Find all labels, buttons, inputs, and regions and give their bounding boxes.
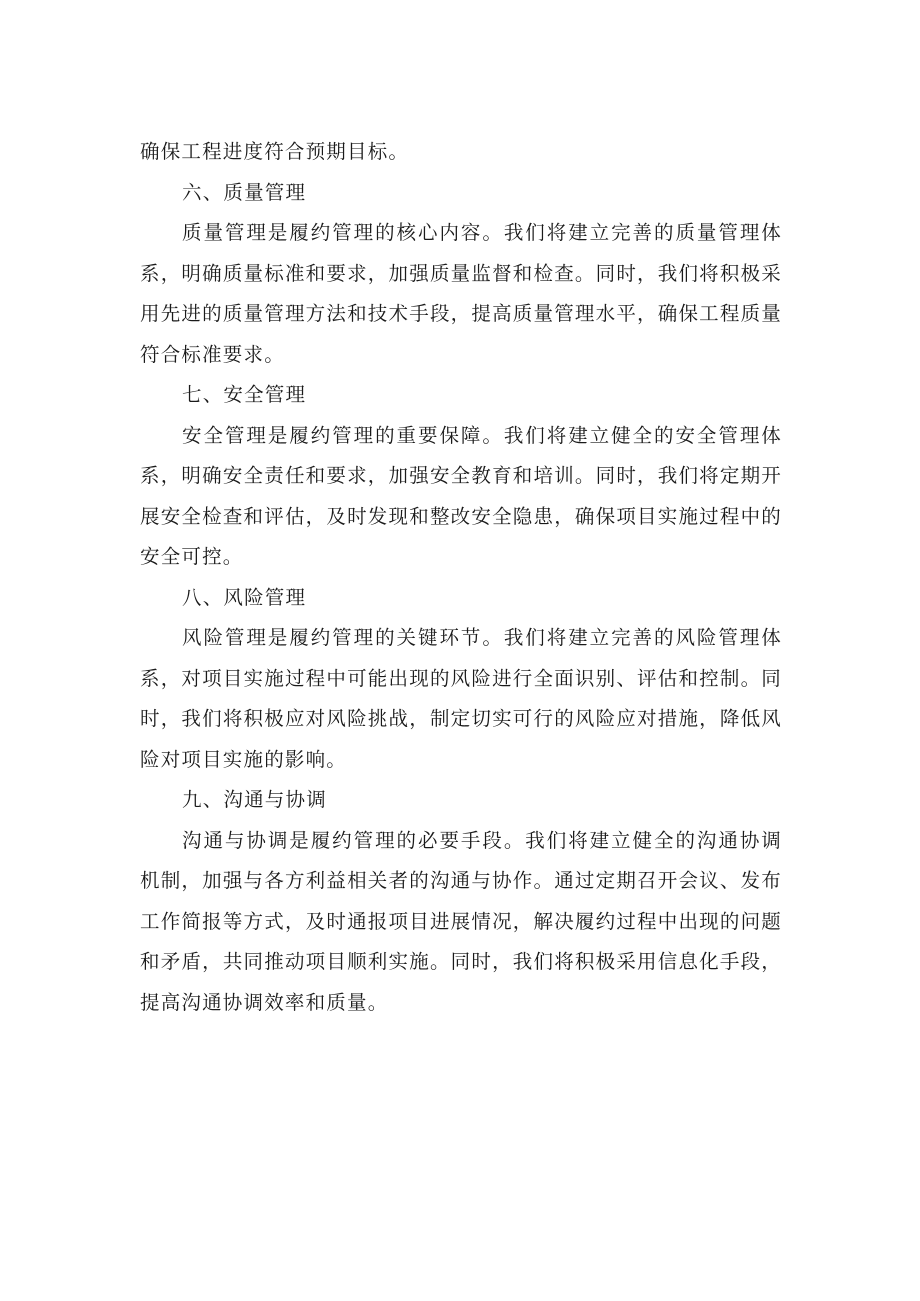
section-body-safety: 安全管理是履约管理的重要保障。我们将建立健全的安全管理体系，明确安全责任和要求，加强安全教育和培训。同时，我们将定期开展安全检查和评估，及时发现和整改安全隐患，确保项目实施过程中的安全可控。 [140,423,782,568]
section-body-communication: 沟通与协调是履约管理的必要手段。我们将建立健全的沟通协调机制，加强与各方利益相关者的沟通与协作。通过定期召开会议、发布工作简报等方式，及时通报项目进展情况，解决履约过程中出现的问题和矛盾，共同推动项目顺利实施。同时，我们将积极采用信息化手段，提高沟通协调效率和质量。 [140,828,782,1014]
section-body-risk: 风险管理是履约管理的关键环节。我们将建立完善的风险管理体系，对项目实施过程中可能出现的风险进行全面识别、评估和控制。同时，我们将积极应对风险挑战，制定切实可行的风险应对措施，降低风险对项目实施的影响。 [140,626,782,771]
section-body-quality: 质量管理是履约管理的核心内容。我们将建立完善的质量管理体系，明确质量标准和要求，加强质量监督和检查。同时，我们将积极采用先进的质量管理方法和技术手段，提高质量管理水平，确保工程质量符合标准要求。 [140,221,782,366]
continuation-paragraph: 确保工程进度符合预期目标。 [140,140,410,163]
section-heading-communication: 九、沟通与协调 [182,788,327,811]
section-heading-safety: 七、安全管理 [182,383,307,406]
section-heading-risk: 八、风险管理 [182,585,307,609]
section-heading-quality: 六、质量管理 [182,180,307,204]
document-body [140,132,782,1023]
